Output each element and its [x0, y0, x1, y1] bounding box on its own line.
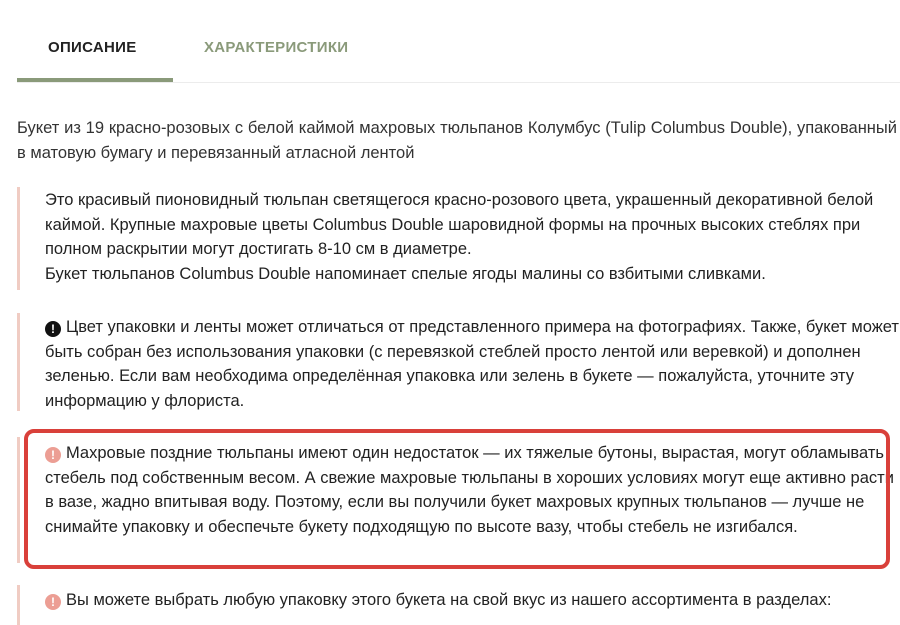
- packaging-note-block: [17, 313, 900, 411]
- care-note-block: [17, 437, 900, 563]
- description-text: [20, 187, 900, 286]
- exclamation-circle-icon: !: [45, 447, 61, 463]
- description-quote-block: [17, 187, 900, 290]
- wrapping-choice-text: Вы можете выбрать любую упаковку этого букета на свой вкус из нашего ассортимента в разделах:: [66, 591, 832, 609]
- product-intro-text: Букет из 19 красно-розовых с белой каймой махровых тюльпанов Колумбус (Tulip Columbus Double), упакованный в матовую бумагу и перевязанный атласной лентой: [17, 119, 897, 162]
- tab-characteristics[interactable]: ХАРАКТЕРИСТИКИ: [204, 39, 349, 56]
- packaging-note-text: Цвет упаковки и ленты может отличаться от представленного примера на фотографиях. Также, букет может быть собран без использования упаковки (с перевязкой стеблей просто лентой или веревкой) и дополнен зеленью. Если вам необходима определённая упаковка или зелень в букете — пожалуйста, уточните эту информацию у флориста.: [45, 318, 899, 410]
- exclamation-circle-icon: !: [45, 321, 61, 337]
- description-line-1: Это красивый пионовидный тюльпан светящегося красно-розового цвета, украшенный декоративной белой каймой. Крупные махровые цветы Columbus Double шаровидной формы на прочных высоких стеблях при полном раскрытии могут достигать 8-10 см в диаметре.: [45, 191, 874, 258]
- tab-bar: [17, 0, 900, 83]
- exclamation-circle-icon: !: [45, 594, 61, 610]
- care-note-text: Махровые поздние тюльпаны имеют один недостаток — их тяжелые бутоны, вырастая, могут обламывать стебель под собственным весом. А свежие махровые тюльпаны в хороших условиях могут еще активно расти в вазе, жадно впитывая воду. Поэтому, если вы получили букет махровых крупных тюльпанов — лучше не снимайте упаковку и обеспечьте букету подходящую по высоте вазу, чтобы стебель не изгибался.: [45, 444, 894, 536]
- active-tab-indicator: [17, 78, 173, 82]
- tab-description[interactable]: ОПИСАНИЕ: [48, 39, 137, 56]
- description-line-2: Букет тюльпанов Columbus Double напоминает спелые ягоды малины со взбитыми сливками.: [45, 264, 766, 283]
- wrapping-choice-block: [17, 585, 900, 625]
